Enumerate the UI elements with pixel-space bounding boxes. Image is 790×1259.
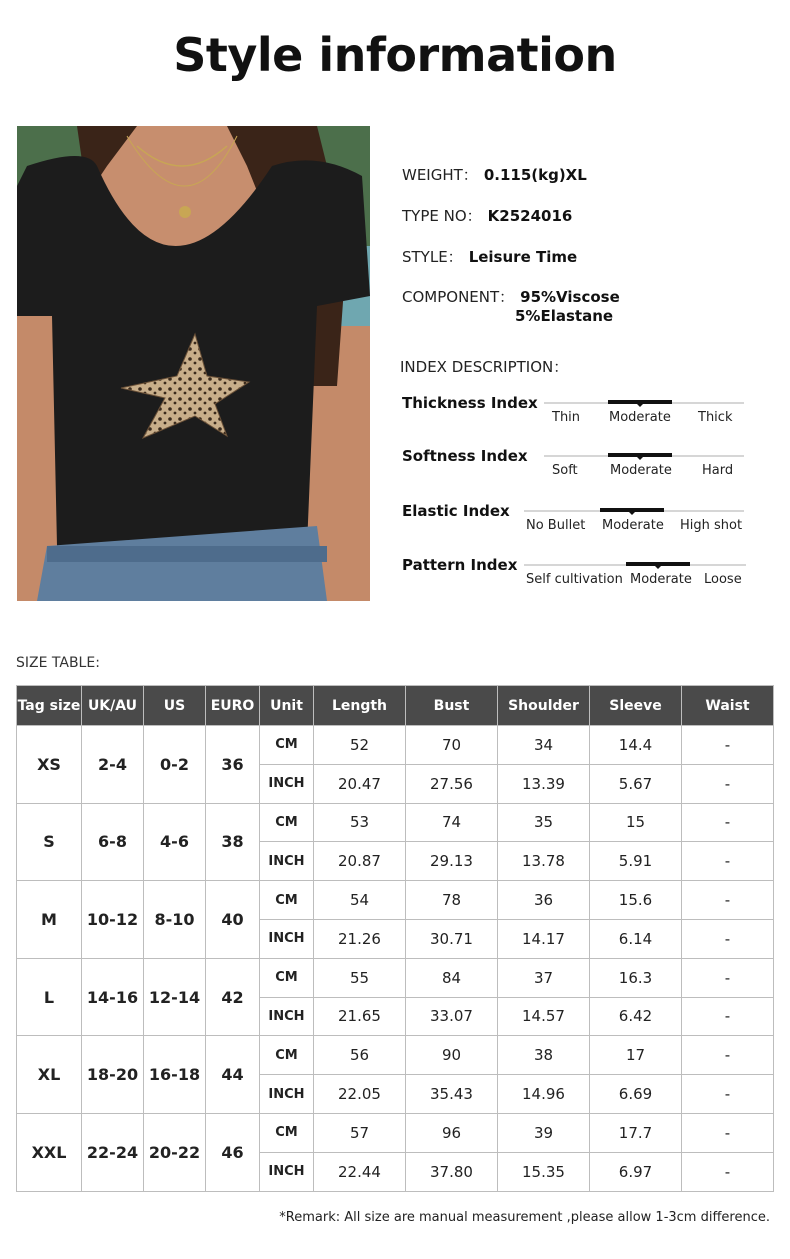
spec-weight-label: WEIGHT： [402,166,478,184]
cell-us: 20-22 [144,1113,206,1191]
cell-value: 90 [406,1036,498,1075]
cell-us: 4-6 [144,803,206,881]
cell-value: 38 [498,1036,590,1075]
header-sleeve: Sleeve [590,686,682,726]
cell-value: 74 [406,803,498,842]
cell-value: 84 [406,958,498,997]
index-scale [544,447,744,487]
index-elastic [402,502,752,542]
cell-unit: CM [260,1113,314,1152]
cell-tag: S [17,803,82,881]
cell-value: 27.56 [406,764,498,803]
cell-euro: 46 [206,1113,260,1191]
cell-euro: 36 [206,726,260,804]
cell-value: 6.69 [590,1075,682,1114]
cell-unit: INCH [260,997,314,1036]
index-name: Pattern Index [402,556,518,574]
cell-value: 37 [498,958,590,997]
scale-pointer [654,565,662,569]
cell-value: 39 [498,1113,590,1152]
cell-unit: CM [260,803,314,842]
spec-style-value: Leisure Time [468,248,578,266]
cell-value: - [682,881,774,920]
table-row [17,881,774,920]
index-name: Softness Index [402,447,528,465]
cell-value: - [682,919,774,958]
scale-option: High shot [680,518,743,533]
cell-tag: L [17,958,82,1036]
cell-us: 8-10 [144,881,206,959]
cell-uk: 10-12 [82,881,144,959]
cell-value: - [682,726,774,765]
cell-value: 16.3 [590,958,682,997]
cell-unit: CM [260,881,314,920]
cell-value: 22.44 [314,1152,406,1191]
size-table-label: SIZE TABLE: [16,655,100,671]
scale-pointer [636,403,644,407]
page-title: Style information [173,28,617,82]
cell-value: 20.47 [314,764,406,803]
index-scale [544,394,744,434]
cell-unit: INCH [260,919,314,958]
cell-value: 22.05 [314,1075,406,1114]
cell-value: 15 [590,803,682,842]
header-uk-au: UK/AU [82,686,144,726]
cell-value: 56 [314,1036,406,1075]
cell-tag: XL [17,1036,82,1114]
spec-type-label: TYPE NO： [402,207,482,225]
index-name: Thickness Index [402,394,538,412]
cell-value: - [682,958,774,997]
cell-unit: INCH [260,842,314,881]
cell-value: 5.91 [590,842,682,881]
cell-value: 5.67 [590,764,682,803]
cell-value: 33.07 [406,997,498,1036]
cell-value: 29.13 [406,842,498,881]
scale-option: Moderate [609,410,671,425]
spec-style-label: STYLE： [402,248,463,266]
spec-weight-value: 0.115(kg)XL [483,166,587,184]
scale-option: Self cultivation [526,572,623,587]
index-pattern [402,556,752,596]
cell-value: 15.35 [498,1152,590,1191]
index-thickness [402,394,752,434]
header-euro: EURO [206,686,260,726]
cell-value: 21.26 [314,919,406,958]
cell-unit: INCH [260,764,314,803]
spec-type [402,205,572,226]
cell-euro: 38 [206,803,260,881]
cell-uk: 14-16 [82,958,144,1036]
spec-component-label: COMPONENT： [402,288,515,306]
cell-value: 52 [314,726,406,765]
cell-unit: INCH [260,1152,314,1191]
index-softness [402,447,752,487]
table-row [17,1036,774,1075]
cell-value: 6.42 [590,997,682,1036]
cell-unit: INCH [260,1075,314,1114]
cell-value: 6.97 [590,1152,682,1191]
spec-style [402,246,577,267]
cell-value: 57 [314,1113,406,1152]
size-table [16,685,774,1192]
cell-value: - [682,842,774,881]
cell-value: 36 [498,881,590,920]
table-row [17,1113,774,1152]
scale-pointer [636,456,644,460]
cell-euro: 44 [206,1036,260,1114]
spec-component-value-2: 5%Elastane [515,307,614,325]
cell-euro: 42 [206,958,260,1036]
cell-value: - [682,803,774,842]
table-row [17,803,774,842]
cell-uk: 22-24 [82,1113,144,1191]
scale-option: Moderate [630,572,692,587]
header-bust: Bust [406,686,498,726]
scale-option: Moderate [610,463,672,478]
cell-value: 78 [406,881,498,920]
cell-euro: 40 [206,881,260,959]
scale-option: Loose [704,572,742,587]
cell-value: 37.80 [406,1152,498,1191]
cell-uk: 18-20 [82,1036,144,1114]
cell-tag: XXL [17,1113,82,1191]
header-length: Length [314,686,406,726]
header-unit: Unit [260,686,314,726]
cell-us: 0-2 [144,726,206,804]
index-scale [524,556,746,596]
header-waist: Waist [682,686,774,726]
scale-option: Soft [552,463,578,478]
cell-tag: M [17,881,82,959]
cell-value: 21.65 [314,997,406,1036]
cell-value: 14.96 [498,1075,590,1114]
scale-option: Thin [552,410,581,425]
cell-value: 35 [498,803,590,842]
header-us: US [144,686,206,726]
cell-value: - [682,1036,774,1075]
cell-value: - [682,764,774,803]
cell-value: 30.71 [406,919,498,958]
cell-value: 13.39 [498,764,590,803]
cell-tag: XS [17,726,82,804]
cell-value: 17.7 [590,1113,682,1152]
cell-value: 6.14 [590,919,682,958]
scale-option: No Bullet [526,518,586,533]
cell-value: - [682,997,774,1036]
index-scale [524,502,744,542]
cell-value: 14.57 [498,997,590,1036]
product-photo [17,126,370,601]
cell-value: 55 [314,958,406,997]
cell-value: 15.6 [590,881,682,920]
remark-note: *Remark: All size are manual measurement ,please allow 1-3cm difference. [279,1210,770,1225]
cell-value: 34 [498,726,590,765]
cell-unit: CM [260,958,314,997]
cell-us: 16-18 [144,1036,206,1114]
index-name: Elastic Index [402,502,510,520]
table-row [17,958,774,997]
cell-value: 14.4 [590,726,682,765]
cell-value: - [682,1113,774,1152]
scale-option: Thick [698,410,733,425]
cell-value: 17 [590,1036,682,1075]
spec-weight [402,164,587,185]
cell-value: 13.78 [498,842,590,881]
spec-component-value-1: 95%Viscose [520,288,620,306]
cell-unit: CM [260,1036,314,1075]
header-shoulder: Shoulder [498,686,590,726]
scale-option: Moderate [602,518,664,533]
spec-component [402,286,620,325]
product-photo-illustration [17,126,370,601]
cell-uk: 2-4 [82,726,144,804]
cell-value: 96 [406,1113,498,1152]
scale-pointer [628,511,636,515]
cell-unit: CM [260,726,314,765]
cell-value: 54 [314,881,406,920]
cell-us: 12-14 [144,958,206,1036]
cell-value: - [682,1075,774,1114]
cell-value: 53 [314,803,406,842]
spec-type-value: K2524016 [487,207,573,225]
table-header-row [17,686,774,726]
scale-option: Hard [702,463,734,478]
index-description-title: INDEX DESCRIPTION： [400,358,569,376]
cell-value: 35.43 [406,1075,498,1114]
cell-value: 70 [406,726,498,765]
cell-value: - [682,1152,774,1191]
table-row [17,726,774,765]
header-tag-size: Tag size [17,686,82,726]
cell-value: 14.17 [498,919,590,958]
cell-value: 20.87 [314,842,406,881]
cell-uk: 6-8 [82,803,144,881]
